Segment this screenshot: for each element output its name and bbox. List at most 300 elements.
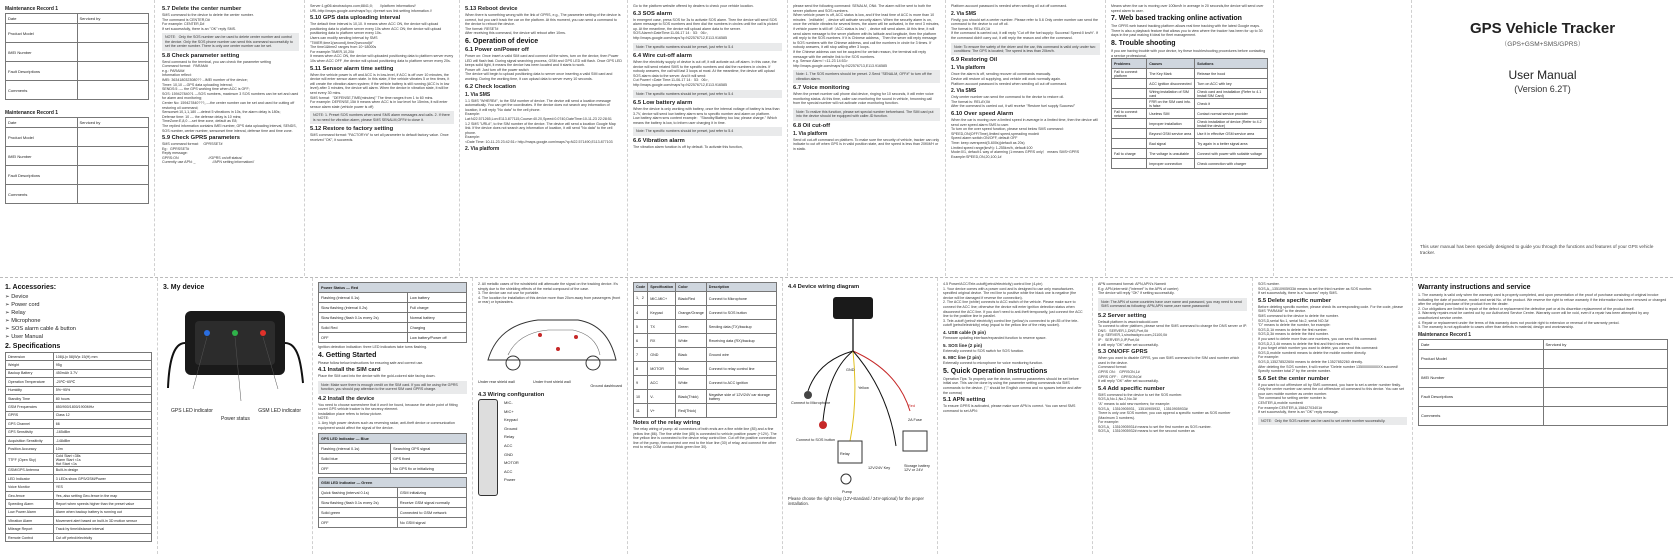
spec-value: 108(L)x 58(W)x 15(H) mm bbox=[53, 353, 151, 361]
comments-cell: Comments bbox=[6, 185, 78, 204]
wire-row bbox=[634, 306, 777, 320]
spec-value: Movement alert based on built-in 3D motion sensor bbox=[53, 517, 151, 525]
connector-plug bbox=[478, 399, 498, 496]
trouble-cell: Check installation of device (Refer to 4.2 Install the device) bbox=[1195, 119, 1268, 129]
note-box: Note: The specific numbers should be preset, just refer to 5.4 bbox=[633, 43, 782, 51]
wire-row bbox=[634, 362, 777, 376]
installation-column bbox=[473, 278, 628, 554]
wire-row bbox=[634, 292, 777, 306]
section-heading: 4.2 Install the device bbox=[318, 395, 375, 402]
note-box: Note: To ensure the safety of the driver and the car, this command is valid only under two conditions: The GPS is located; The speed is less than 20km/h. bbox=[951, 43, 1100, 56]
trouble-cell: Improper installation bbox=[1147, 119, 1195, 129]
wiring-table bbox=[633, 282, 777, 418]
trouble-cell: Improper connection bbox=[1147, 159, 1195, 169]
spec-name: Standby Time bbox=[6, 394, 54, 402]
wiring-table-column bbox=[628, 278, 783, 554]
led-state: Slow flashing (interval 0.2s) bbox=[319, 303, 408, 313]
wire-cell: White bbox=[676, 376, 707, 390]
section-text: When you want to disable GPRS, you can SMS command to the SIM card number which used in the device. Command format: GPRS ON： GPRSON,1# GPRS OFF： GPRSON,0# It will reply "OK" after set successfully. bbox=[1098, 356, 1240, 384]
troubleshooting-table bbox=[1111, 58, 1268, 169]
trouble-cell: Bad signal bbox=[1147, 139, 1195, 149]
accessory-label: Relay bbox=[11, 310, 26, 316]
bullet-icon: ➢ bbox=[5, 334, 12, 340]
led-meaning: Low battery/Power off bbox=[407, 333, 466, 343]
specifications-table bbox=[5, 352, 152, 542]
trouble-cell: The voltage is unsuitable bbox=[1147, 149, 1195, 159]
wire-cell: 9 bbox=[634, 376, 648, 390]
spec-row bbox=[6, 445, 152, 453]
trouble-cell: Check connection with charger bbox=[1195, 159, 1268, 169]
spec-value: Cut off petrol/electricity bbox=[53, 533, 151, 541]
accessory-label: Microphone bbox=[11, 318, 41, 324]
led-state: Flashing (interval 0.1s) bbox=[319, 444, 391, 454]
led-table-header bbox=[319, 478, 467, 488]
trouble-cell: Fail to charge bbox=[1112, 149, 1147, 159]
accessory-item bbox=[5, 317, 152, 325]
section-text: Server:1;gt06.sinotrackpro.com;8841;0; //platform information// URL:http://maps.google.com/maps?q=; //preset sos link setting information // bbox=[310, 4, 432, 13]
trouble-cell: ACC ignition disconnected bbox=[1147, 79, 1195, 89]
section-heading: 4. USB cable (5 pin) bbox=[943, 329, 986, 335]
section-text: SMS command format： GPRSSET# Eg：GPRSSET# Reply message： GPRS:ON //GPRS on/off status/ Currently use APN: _ //APN setting information// bbox=[162, 142, 255, 165]
wire-cell: Connect to SOS button bbox=[706, 306, 776, 320]
wire-cell: TX bbox=[648, 320, 676, 334]
wire-cell: 10 bbox=[634, 390, 648, 404]
battery-label: Storage battery 12V or 24V bbox=[904, 464, 930, 472]
led-row bbox=[319, 518, 467, 528]
spec-value: -148dBm bbox=[53, 436, 151, 444]
relay-label: Relay bbox=[840, 452, 850, 456]
comments-cell: Comments bbox=[1419, 406, 1544, 425]
led-state: Solid Red bbox=[319, 323, 408, 333]
section-text: Send oil cut-off command on platform. To make sure the security of vehicle, tracker can only indicate to cut off when GPS is in valid position state, and the speed is less than 20KM/H or in static. bbox=[793, 137, 941, 151]
spec-name: LED Indicator bbox=[6, 475, 54, 483]
device-illustration bbox=[163, 293, 308, 403]
wire-cell: Black bbox=[676, 348, 707, 362]
trouble-cell: Connect with power with suitable voltage bbox=[1195, 149, 1268, 159]
led-meaning: GSM initializing bbox=[397, 488, 466, 498]
spec-name: Backup Battery bbox=[6, 369, 54, 377]
wire-cell: 7 bbox=[634, 348, 648, 362]
spec-name: Position Accuracy bbox=[6, 445, 54, 453]
note-box: Note: To realize this function, please set special number beforehand. The SIM card put into the device should be equipped with caller-ID function. bbox=[793, 108, 940, 121]
red-wire-label: Red bbox=[908, 404, 915, 408]
led-state: Flashing (interval 0.1s) bbox=[319, 293, 408, 303]
led-table-title: GSM LED Indicator — Green bbox=[319, 478, 467, 488]
led-table-header bbox=[319, 283, 467, 293]
maintenance-record-table-2 bbox=[5, 117, 149, 204]
section-text: Operation Tips: To properly use the device, common parameters should be set before initial use. This can be done by using the parameter setting commands via SMS commands to the device. ("," should be English comma and no spaces before and after the comma) bbox=[943, 376, 1083, 395]
trouble-row bbox=[1112, 109, 1268, 119]
gsm-led bbox=[232, 330, 238, 336]
led-row bbox=[319, 323, 467, 333]
spec-row bbox=[6, 491, 152, 499]
accessory-item bbox=[5, 301, 152, 309]
spec-name: Acquisition Sensitivity bbox=[6, 436, 54, 444]
led-meaning: Connected to GSM network bbox=[397, 508, 466, 518]
led-meaning: Low battery bbox=[407, 293, 466, 303]
section-heading: 1. Accessories: bbox=[5, 284, 57, 291]
spec-value: Yes, also setting Geo-fence in the map bbox=[53, 491, 151, 499]
imei-cell: IMEI Number bbox=[6, 147, 78, 166]
led-row bbox=[319, 293, 467, 303]
section-heading: Warranty instructions and service bbox=[1418, 284, 1531, 291]
bullet-icon: ➢ bbox=[5, 294, 12, 300]
date-cell: Date bbox=[6, 14, 78, 24]
gsm-led-table bbox=[318, 477, 467, 528]
maintenance-record-title: Maintenance Record 1 bbox=[5, 6, 59, 12]
section-text: The relay wiring of pump: all connectors of both ends are a fine white line (85) and a fine yellow line (86). The fine white line (85) is connected to vehicle positive power (+12V). The fine yellow line is connected to the device relay control line. Cut off the positive connection line of the pump, then connect one end to the blue line (30) of relay, and connect the other end to relay COM contact (thick green line 30). bbox=[633, 427, 778, 450]
text-column-1 bbox=[157, 0, 305, 276]
spec-name: GPS Sensitivity bbox=[6, 428, 54, 436]
section-text: SMS command to the device to delete the center number. The command is CENTER,D# For example: CENTER,D# If set successfully, there is an "OK" reply SMS. bbox=[162, 13, 254, 31]
section-text: Ignition detection indication: three LED indicators take turns flashing. bbox=[318, 345, 428, 349]
section-text: Firmware updating interface/expanded function to reserve space. bbox=[943, 335, 1047, 340]
spec-value: Class 12 bbox=[53, 411, 151, 419]
yellow-wire-label: Yellow bbox=[858, 386, 869, 390]
section-text: Externally connect to SOS switch for SOS function. bbox=[943, 348, 1025, 353]
bullet-icon: ➢ bbox=[5, 326, 12, 332]
pin-label: MOTOR bbox=[504, 460, 519, 466]
led-row bbox=[319, 498, 467, 508]
spec-row bbox=[6, 369, 152, 377]
spec-row bbox=[6, 533, 152, 541]
spec-name: TTFF (Open Sky) bbox=[6, 453, 54, 466]
wire-row bbox=[634, 404, 777, 418]
maintenance-record-column bbox=[0, 0, 155, 276]
pin-label: MIC- bbox=[504, 399, 513, 405]
imei-cell: IMEI Number bbox=[1419, 368, 1544, 387]
trouble-cell bbox=[1112, 99, 1147, 109]
cover-version: (Version 6.2T) bbox=[1514, 84, 1571, 94]
section-heading: 5.3 ON/OFF GPRS bbox=[1098, 349, 1148, 356]
wire-row bbox=[634, 320, 777, 334]
spec-row bbox=[6, 508, 152, 516]
trouble-header-cell: Solutions bbox=[1195, 59, 1268, 69]
section-heading: 8. Trouble shooting bbox=[1111, 39, 1176, 47]
spec-row bbox=[6, 411, 152, 419]
spec-value: YES bbox=[53, 483, 151, 491]
section-heading: 5.5 Delete specific number bbox=[1258, 297, 1332, 304]
section-text: Default platform is www.trackodd.com To connect to other platform, please send the SMS command to change the DNS server or IP. DNS：SERVER,1,DNS,Port,0# E.g: SERVER,1,sinotrackpro.com,21100,0# IP：SERVER,0,IP,Port,0# It will reply "OK" after set successfully. bbox=[1098, 319, 1247, 347]
wire-cell: RX bbox=[648, 334, 676, 348]
trouble-cell: Fail to connect network bbox=[1112, 109, 1147, 119]
section-text: The GPRS web based tracking platform allows real time tracking with the latest Google maps. There is also a playback feature that allows you to view where the tracker has been for up to 30 days in the past making it ideal for fleet management. bbox=[1111, 24, 1264, 38]
led-meaning: Receive GSM signal normally bbox=[397, 498, 466, 508]
spec-name: GSM Frequencies bbox=[6, 403, 54, 411]
trouble-cell: Beyond GSM service area bbox=[1147, 129, 1195, 139]
trouble-cell bbox=[1112, 159, 1147, 169]
led-state: Slow flashing (flash 0.1s every 2s) bbox=[319, 498, 398, 508]
section-heading: 6.4 Wire cut-off alarm bbox=[633, 52, 692, 59]
trouble-row bbox=[1112, 149, 1268, 159]
spec-name: Speeding Alarm bbox=[6, 500, 54, 508]
wire-cell: Keypad bbox=[648, 306, 676, 320]
section-text: Firstly, you should set a center number. Please refer to 5.6 Only center number can send the command to the device to cut off oil. The format is: RELAY,1# If the command is carried out, it will reply "Cut off the fuel supply: Success! Speed:0 km/h". If the command didn't carry out, it will reply the reason and offer the command. bbox=[951, 17, 1098, 40]
section-text: please send the following command: SENALM, ON#. The alarm will be sent to both the server platform and SOS numbers. When vehicle power is off, ACC status is low, and if the lead time of ACC is more than 10 minutes （editable）, device will activate security alarm. When the security alarm is on, once the vehicle vibrates for several times, the alarm will be activated, in the next 3 minutes, if vehicle power is still off（ACC status is low）, device will send alarm. At this time, it will send alarm message to the sever platform with its latitude and longitude, then the platform will reply to the SOS numbers. If it is Chinese address，Then the sever will reply message to SOS numbers with the Chinese address, and call the numbers in circle for 3 times. If nobody answers, it will stop calling after 3 loops. If the Chinese address can not be acquired for certain reason, the terminal will reply message with the website link to the SOS numbers. e.g. Sensor Alarm ! <11-23 14:53> http://maps.google.com/maps?q=N22576713,E113.916585 bbox=[793, 4, 940, 68]
section-text: Only center number can send the command to the device to restore oil. The format is: RELAY,0# After the command is carried out, it will receive "Restore fuel supply Success!" bbox=[951, 95, 1076, 109]
wiring-diagram bbox=[788, 291, 933, 491]
note-box: Note: Make sure there is enough credit on the SIM card. If you will be using the GPRS function, you should pay attention to the current SIM card GPRS charge. bbox=[318, 381, 467, 394]
section-text: Please follow below instructions for ensuring safe and correct use. bbox=[318, 360, 424, 365]
accessory-item bbox=[5, 325, 152, 333]
specs-column bbox=[0, 278, 158, 554]
spec-value: Built-in design bbox=[53, 466, 151, 474]
fault-cell: Fault Descriptions bbox=[6, 62, 78, 81]
wire-cell: White bbox=[676, 334, 707, 348]
led-state: OFF bbox=[319, 518, 398, 528]
section-heading: 4.4 Device wiring diagram bbox=[788, 284, 860, 290]
trouble-cell bbox=[1112, 79, 1147, 89]
spec-row bbox=[6, 453, 152, 466]
gps-led bbox=[204, 330, 210, 336]
text-column-2 bbox=[305, 0, 460, 276]
section-text: The default time interval is 10,10. It means when ACC ON, the device will upload positioning data to platform server every 10s when ACC ON; the device will upload positioning data to platform server every 10s. Users can modify sending interval by SMS "TIMER,time1(second),time2(second)#" The time1&time2 ranges from 10~18000s For example:TIMER,10,20# It means when ACC ON, the device will uploaded positioning data to platform server every 10s when ACC OFF ,the device will upload positioning data to platform server every 20s. bbox=[310, 22, 454, 63]
spec-name: GSM/GPS Antenna bbox=[6, 466, 54, 474]
wire-header-cell: Color bbox=[676, 283, 707, 292]
pin-label: ACC bbox=[504, 468, 513, 474]
wire-cell: MIC-MIC+ bbox=[648, 292, 676, 306]
bullet-icon: ➢ bbox=[5, 310, 12, 316]
note-box: Note: The APN of some countries have user name and password, you may need to send SMS command as following: APN,APN name,user name,password# bbox=[1098, 298, 1247, 311]
spec-name: GPRS bbox=[6, 411, 54, 419]
fuse-label: 2A Fuse bbox=[908, 418, 922, 422]
section-heading: 5.13 Reboot device bbox=[465, 6, 518, 12]
spec-row bbox=[6, 436, 152, 444]
pin-label: GND bbox=[504, 451, 513, 457]
section-text: Power on: Once insert a valid SIM card and connect all the wires, turn on the device, then Power LED will flash fast. During signal searching process, GSM and GPS LED will flash. Once GPS LED keeps solid light, it means the device has been located and it starts to work. Power off: Just turn off the power switch The device will begin to upload positioning data to server once inserting a valid SIM card and working. During the working time, it can upload data to server every 10 seconds. bbox=[465, 53, 622, 81]
section-text: 2. All metallic cases of the windshield will attenuate the signal on the tracking device. It's simply due to the shielding effects of the metal compound of the case. 3. The device can not use for portable. 4. The location for installation of this device more than 20cm away from passengers (front or rear) or bystanders. bbox=[478, 282, 621, 305]
wire-cell: 5 bbox=[634, 320, 648, 334]
trouble-cell bbox=[1112, 129, 1147, 139]
trouble-cell: Useless SIM bbox=[1147, 109, 1195, 119]
trouble-cell: Check card and installation (Refer to 4.1 Install SIM Card) bbox=[1195, 89, 1268, 99]
led-state: Slow flashing (flash 0.1s every 2s) bbox=[319, 313, 408, 323]
gnd-label: GND bbox=[846, 368, 855, 372]
settings-column bbox=[1093, 278, 1253, 554]
wire-cell: Yellow bbox=[676, 362, 707, 376]
cover-description: This user manual has been specially designed to guide you through the functions and features of your GPS vehicle tracker. bbox=[1420, 244, 1654, 255]
led-meaning: Full charge bbox=[407, 303, 466, 313]
section-text: You need to choose somewhere that it won't be found, because the whole point of fitting covert GPS vehicle tracker is the secrecy element. Installation place refers to below picture. NOTE: 1. Any high power devices such as reversing radar, anti-theft device or communication equipment would affect the signal of the device. bbox=[318, 402, 458, 430]
wire-row bbox=[634, 334, 777, 348]
note-box: Note: 1. The SOS numbers should be preset. 2.Send "SENALM, OFF#" to turn off the vibration alarm. bbox=[793, 70, 940, 83]
spec-value: 95g bbox=[53, 361, 151, 369]
section-heading: 6.6 Vibration alarm bbox=[633, 137, 685, 144]
section-heading: 4. Getting Started bbox=[318, 351, 377, 359]
power-led-table bbox=[318, 282, 467, 343]
quick-ops-column bbox=[938, 278, 1093, 554]
trouble-row bbox=[1112, 159, 1268, 169]
led-row bbox=[319, 488, 467, 498]
wire-cell: 1、2 bbox=[634, 292, 648, 306]
spec-name: Voice Monitor bbox=[6, 483, 54, 491]
section-text: To ensure GPRS is activated, please make sure APN is correct. You can send SMS command to set APN: bbox=[943, 404, 1077, 413]
note-box: NOTE：Only the SOS number can be used to set center number successfully. bbox=[1258, 417, 1407, 425]
trouble-row bbox=[1112, 99, 1268, 109]
spec-value: 5%~95% bbox=[53, 386, 151, 394]
trouble-cell: Fail to connect platform bbox=[1112, 69, 1147, 79]
product-model-cell: Product Model bbox=[1419, 349, 1544, 368]
trouble-cell: FRR on the SIM card info. is false bbox=[1147, 99, 1195, 109]
spec-name: Geo-fence bbox=[6, 491, 54, 499]
spec-name: Mileage Report bbox=[6, 525, 54, 533]
serviced-by-cell: Serviced by bbox=[1543, 339, 1668, 349]
spec-name: Vibration Alarm bbox=[6, 517, 54, 525]
section-text: When the electricity supply of device is cut off, it will activate cut-off alarm. In this case, the device will send related SMS to the specific numbers and dial the numbers in circles. If nobody answers, the call will last 3 loops at most. At the meantime, the device will upload SOS alarm data to the server. And it will send: Cut Power! <Date Time:11-06-17 14：53：06>, http://maps.google.com/maps?q=N22576712,E113.916585 bbox=[633, 59, 777, 87]
section-text: If you want to cut off/restore oil by SMS command, you have to set a center number firstly. Only the center number can send the cut off/restore oil command to this device. You can set your own mobile number as center number. The command for setting center number is: CENTER,A,mobile number# For example:CENTER,A,15842703401# If set successfully, there is an "OK" reply message. bbox=[1258, 382, 1404, 415]
accessory-item bbox=[5, 333, 152, 341]
pin-label: MIC+ bbox=[504, 408, 514, 414]
section-heading: 6. Operation of device bbox=[465, 37, 539, 45]
trouble-row bbox=[1112, 129, 1268, 139]
section-text: When the car is moving over a limited speed in average in a limited time, then the device will send over speed alarm SMS to user. To turn on the over speed function, please send below SMS command: SPEED,ON(OFF/Time),limited speed,spreading mode# Speed alarm switch:ON/OFF, default OFF Time: keep overspeed(5-600s)(default as 20s) Limited speed range(km/h): 1-255km/h, default:100 Mode:0/1, default:1 way of alarming (1:means GPRS only） means SMS+GPRS Example:SPEED,ON,20,100,1# bbox=[951, 117, 1098, 159]
spec-value: 10m bbox=[53, 445, 151, 453]
wire-cell: 8 bbox=[634, 362, 648, 376]
wire-cell: Black(Thick) bbox=[676, 390, 707, 404]
accessory-label: SOS alarm cable & button bbox=[11, 326, 76, 332]
pump-label: Pump bbox=[842, 490, 852, 494]
section-text: In emergent case, press SOS for 3s to activate SOS alarm. Then the device will send SOS alarm message to SOS numbers and then dial the numbers in circles until the call is picked up. At the meantime, the device will upload alarm data to the server. SOS Alarm!<DateTime:11-06-17 14：53：06>, http://maps.google.com/maps?q=N22576712,E113.916585 bbox=[633, 17, 778, 40]
section-heading: 2. Via platform bbox=[465, 146, 500, 153]
spec-value: Alarm when backup battery is running out bbox=[53, 508, 151, 516]
cover-panel bbox=[1412, 0, 1673, 276]
key-label: 12V/24V Key bbox=[868, 466, 891, 470]
trouble-cell: Check it bbox=[1195, 99, 1268, 109]
wiring-diagram-column bbox=[783, 278, 938, 554]
trouble-cell: The Key Mark bbox=[1147, 69, 1195, 79]
maintenance-record-title: Maintenance Record 1 bbox=[1418, 331, 1472, 338]
section-heading: 5.11 Sensor alarm time setting bbox=[310, 65, 394, 72]
wire-row bbox=[634, 348, 777, 362]
section-heading: 3. My device bbox=[163, 284, 205, 291]
trouble-cell: Release the hood bbox=[1195, 69, 1268, 79]
section-heading: 1. Via platform bbox=[793, 130, 828, 137]
spec-row bbox=[6, 386, 152, 394]
spec-value: 850/900/1800/1900MHz bbox=[53, 403, 151, 411]
section-heading: 6.8 Oil cut-off bbox=[793, 122, 831, 129]
led-state: Solid green bbox=[319, 508, 398, 518]
spec-row bbox=[6, 466, 152, 474]
storage-battery-icon bbox=[903, 431, 927, 451]
dashboard-label: Ground dashboard bbox=[590, 383, 622, 388]
section-heading: 5.9 Check GPRS parameters bbox=[162, 135, 240, 142]
text-column-7 bbox=[1106, 0, 1274, 276]
wire-cell: 4 bbox=[634, 306, 648, 320]
note-box: Note: The specific numbers should be preset, just refer to 5.4 bbox=[633, 127, 782, 135]
spec-row bbox=[6, 394, 152, 402]
blank-column bbox=[1274, 0, 1412, 276]
section-heading: 6.5 Low battery alarm bbox=[633, 99, 693, 106]
led-state: Quick flashing (interval 0.1s) bbox=[319, 488, 398, 498]
gps-led-table bbox=[318, 433, 467, 474]
note-box: NOTE：Only the SOS number can be used to delete center number and control the device. Only the SOS phone number can send this command successfully to set the center number. There is only one center number can be set. bbox=[162, 33, 299, 50]
pin-label: Ground bbox=[504, 425, 518, 431]
section-heading: 1. Via platform bbox=[951, 65, 986, 72]
spec-row bbox=[6, 378, 152, 386]
fault-cell: Fault Descriptions bbox=[1419, 387, 1544, 406]
section-heading: 2. Specifications bbox=[5, 343, 61, 350]
wire-cell: Red(Thick) bbox=[676, 404, 707, 418]
spec-value: 3 LEDs show GPS/GSM/Power bbox=[53, 475, 151, 483]
pin-label: Relay bbox=[504, 434, 515, 440]
spec-name: Dimension bbox=[6, 353, 54, 361]
bullet-icon: ➢ bbox=[5, 302, 12, 308]
led-table-title: GPS LED Indicator — Blue bbox=[319, 434, 467, 444]
front-shield-label: Under front shield wall bbox=[533, 379, 571, 384]
wire-cell: Connect to ACC ignition bbox=[706, 376, 776, 390]
wire-row bbox=[634, 376, 777, 390]
section-text: APN command format: APN,APN's Name# E.g: APN,internet# ("internet" is the APN of carrier) The device will reply "OK" if setting successfully. bbox=[1098, 282, 1179, 296]
pin-label: Power bbox=[504, 477, 516, 483]
spec-name: Weight bbox=[6, 361, 54, 369]
note-box: NOTE: 1. Preset SOS numbers when send SMS alarm messages and calls. 2. If there is no need for vibration alarm, please SMS SENALM,OFF# to close it. bbox=[310, 111, 454, 124]
trouble-header bbox=[1112, 59, 1268, 69]
wire-cell: Receiving data (RX)/backup bbox=[706, 334, 776, 348]
wire-cell: ACC bbox=[648, 376, 676, 390]
section-heading: 6.10 Over speed Alarm bbox=[951, 110, 1014, 117]
wire-cell: Black/Red bbox=[676, 292, 707, 306]
led-row bbox=[319, 464, 467, 474]
power-led bbox=[260, 330, 266, 336]
section-heading: 6.1 Power on/Power off bbox=[465, 46, 529, 53]
section-text: Platform account password is needed when sending oil cut off command. bbox=[951, 4, 1068, 8]
wire-cell: Connect to relay control line bbox=[706, 362, 776, 376]
led-table-title: Power Status — Red bbox=[319, 283, 467, 293]
spec-name: Humidity bbox=[6, 386, 54, 394]
accessory-item bbox=[5, 309, 152, 317]
section-heading: 2. Via SMS bbox=[951, 10, 977, 17]
accessory-label: Device bbox=[11, 294, 29, 300]
section-heading: 5.2 Server setting bbox=[1098, 312, 1147, 319]
numbers-column bbox=[1253, 278, 1413, 554]
wire-cell: Ground wire bbox=[706, 348, 776, 362]
accessory-item bbox=[5, 293, 152, 301]
section-heading: 5. SOS line (2 pin) bbox=[943, 342, 983, 348]
serviced-by-cell: Serviced by bbox=[77, 118, 149, 128]
getting-started-column bbox=[313, 278, 473, 554]
section-text: 1.1 SMS "WHERE#", to the SIM number of device. The device will send a location message automatically. You can get the coordinates. If the device does not search any information of location, it will reply "No data" to the cell phone. Example: Lat:N22.571265,Lon:E113.877115,Course:40.20,Speed:0.0740,DateTime:10-11-23 22:28:51 1.2 SMS "URL#", to the SIM number of the device. The device will send a location Google Map link. If the device does not search any information of location, it will send "No data" to the cell phone. Example: <Date Time: 10-11-23 23:42:51> http://maps.google.com/maps?q=N22.571490,E113.877103 bbox=[465, 98, 616, 144]
device-column bbox=[158, 278, 313, 554]
led-meaning: No GPS fix or initializing bbox=[391, 464, 467, 474]
gps-led-label: GPS LED indicator bbox=[171, 408, 213, 414]
section-text: Send command to the terminal, you can check the parameter setting Command format：PARAM# e.g.: PARAM# Information reflect： IMEI: 3634180323080?? --IMEI number of the device; Timer: 10,10 ---GPS data uploading Interval; SENDS:5 ---- the GPS working time when ACC is OFF; SOS: 159427840?1 ---SOS numbers, maximum 3 SOS numbers can be set and used for alarm and monitoring; Center No: 159427840???,,---the center number can be set and used for cutting off restoring oil command; Sensorset:10,1,1,180 ---detect 5 vibrations in 10s, the alarm delay is 180s; Defense time: 10 --- the defense delay is 10 mins; TimeZone:E,8,0 ---set time zone, default as E8; The replied information contains IMEI number, GPS data uploading interval, SENDS, SOS number, center number, sensorset time interval, defense time and time zone. bbox=[162, 59, 299, 133]
spec-name: Operation Temperature bbox=[6, 378, 54, 386]
led-meaning: Searching GPS signal bbox=[391, 444, 467, 454]
trouble-cell: Wiring installation of SIM card bbox=[1147, 89, 1195, 99]
trouble-cell: Turn on ACC with key bbox=[1195, 79, 1268, 89]
section-text: SMS command to the device to set the SOS number. SOS,A,No.1,No.2,No.3# "A" means to add new numbers; for example: SOS,A，13510905931，13510905932，13510905933# There is only one SOS number, you can append a specific number as SOS number (Maximum 3 numbers). For example: SOS,A，13510905931# means to set the first number as SOS number. SOS,A，13510905932# means to set the second number as bbox=[1098, 392, 1231, 434]
section-text: Before deleting specific number, please check its corresponding code. For the code, please SMS "PARAM#" to the device. SMS command to the device to delete the number. SOS,D,serial No.1, serial No.2, serial NO.3# "D" means to delete the number, for example: SOS,D,1# means to delete the first number. SOS,D,3# means to delete the third number. If you want to delete more than one numbers, you can send this command: SOS,D,2,3,4# means to delete the first and third numbers. If you forget which number you want to delete, you can send this command: SOS,D,mobile number# means to delete the mobile number directly. For example: SOS,D,13527852260# means to delete the 13527852260 directly. After deleting the SOS number, it will receive "Delete number 13500000000XX succeed! Specify number total 2" by the centre number. bbox=[1258, 304, 1404, 374]
led-state: OFF bbox=[319, 333, 408, 343]
wire-cell: V+ bbox=[648, 404, 676, 418]
wire-header-cell: Specification bbox=[648, 283, 676, 292]
section-heading: 6.3 SOS alarm bbox=[633, 10, 672, 17]
car-installation-illustration bbox=[478, 305, 623, 375]
spec-value: 80 hours bbox=[53, 394, 151, 402]
cover-title: GPS Vehicle Tracker bbox=[1469, 20, 1616, 37]
section-text: Once the alarm is off, sending recover oil commands manually. Device will restore oil supplying, and vehicle will work normally again. Platform account password is needed when sending oil cut off command. bbox=[951, 72, 1068, 86]
spec-row bbox=[6, 353, 152, 361]
led-labels bbox=[163, 408, 307, 424]
section-heading: 2. Via SMS bbox=[951, 88, 977, 95]
trouble-cell: Contact normal service provider bbox=[1195, 109, 1268, 119]
spec-value: Track by time/distance interval bbox=[53, 525, 151, 533]
section-heading: 5. Quick Operation Instructions bbox=[943, 367, 1048, 375]
section-text: If you are having trouble with your device, try these troubleshooting procedures before contacting a service professional. bbox=[1111, 48, 1267, 58]
wire-cell: MOTOR bbox=[648, 362, 676, 376]
led-table-header bbox=[319, 434, 467, 444]
spec-value: -165dBm bbox=[53, 428, 151, 436]
